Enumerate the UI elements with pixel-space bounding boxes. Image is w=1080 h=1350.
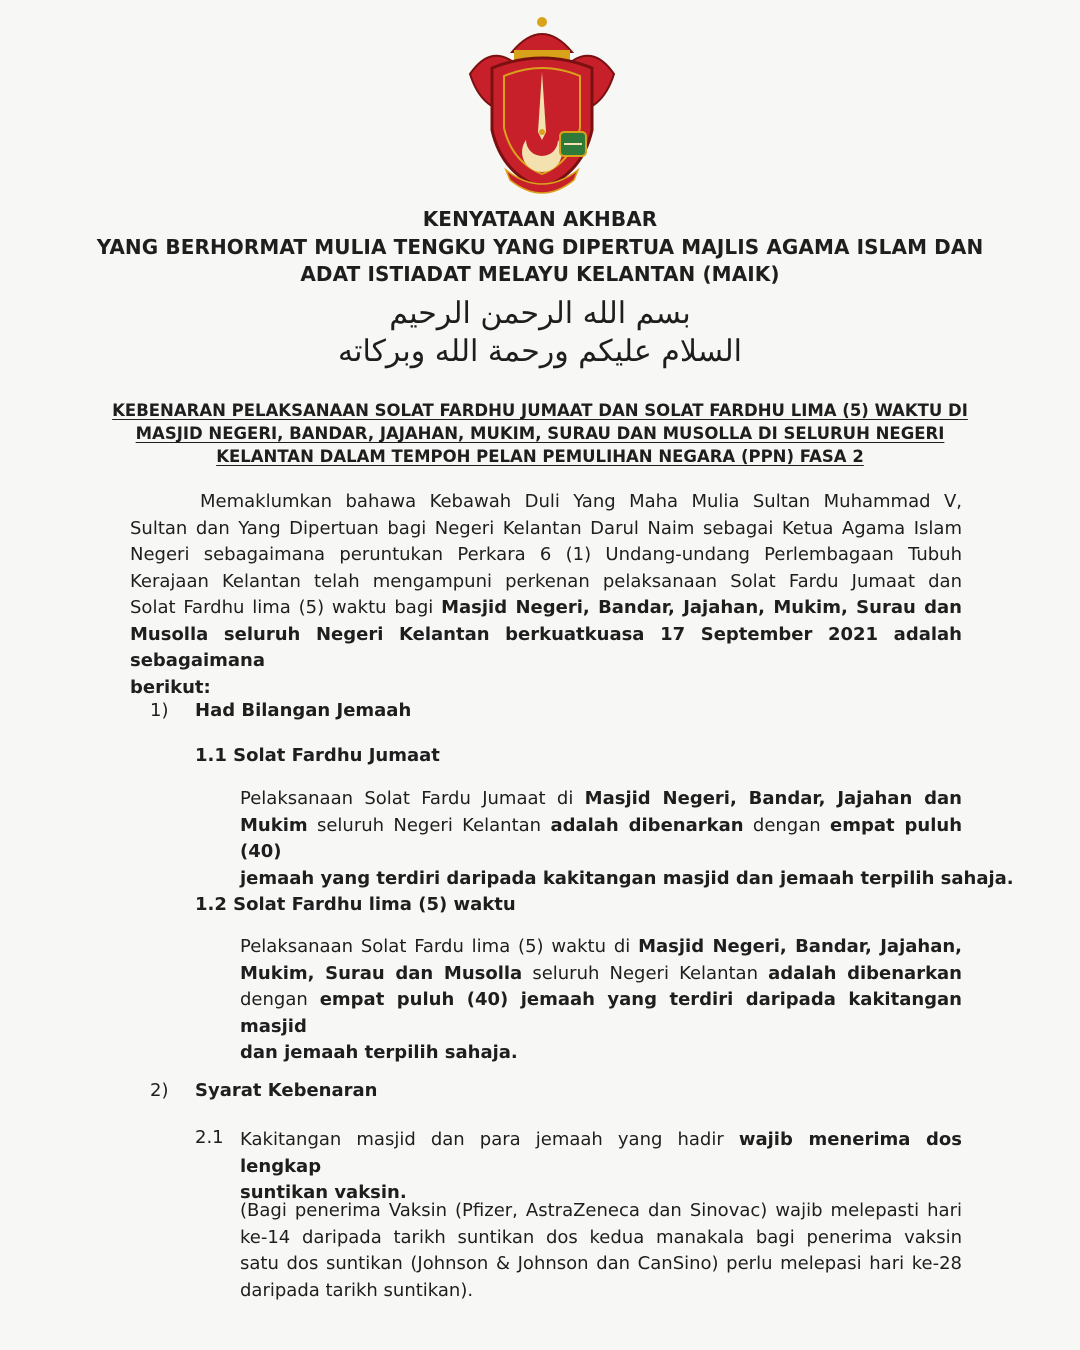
- s11-empat-puluh: empat puluh (40): [240, 814, 963, 862]
- intro-line-6: Musolla seluruh Negeri Kelantan berkuatkuasa 17 September 2021 adalah sebagaimana: [130, 623, 962, 671]
- salam-text: السلام عليكم ورحمة الله وبركاته: [338, 334, 742, 369]
- section-1-title: Had Bilangan Jemaah: [195, 700, 412, 721]
- section-1-2-title: 1.2 Solat Fardhu lima (5) waktu: [195, 894, 516, 915]
- s12-line-2-text: seluruh Negeri Kelantan: [522, 962, 769, 984]
- s12-line-3-bold: empat puluh (40) jemaah yang terdiri daripada kakitangan masjid: [240, 989, 962, 1037]
- section-2-1-number: 2.1: [195, 1127, 224, 1148]
- s11-line-2-text: seluruh Negeri Kelantan: [307, 814, 551, 836]
- section-2-number: 2): [150, 1080, 169, 1101]
- s11-line-3: jemaah yang terdiri daripada kakitangan masjid dan jemaah terpilih sahaja.: [240, 867, 1014, 889]
- s11-line-1: [240, 786, 962, 813]
- note-line-1: (Bagi penerima Vaksin (Pfizer, AstraZeneca dan Sinovac) wajib melepasti hari: [240, 1200, 962, 1221]
- s12-line-1-bold: Masjid Negeri, Bandar, Jajahan,: [638, 936, 962, 957]
- basmalah-text: بسم الله الرحمن الرحيم: [389, 296, 691, 331]
- intro-line-5-text: Solat Fardhu lima (5) waktu bagi: [130, 597, 442, 618]
- intro-paragraph: [130, 489, 962, 701]
- s21-line-1: [240, 1127, 962, 1180]
- section-1-number: 1): [150, 700, 169, 721]
- s11-dengan: dengan: [743, 814, 831, 836]
- intro-line-2: Sultan dan Yang Dipertuan bagi Negeri Kelantan Darul Naim sebagai Ketua Agama Islam: [130, 517, 962, 539]
- note-line-4: daripada tarikh suntikan).: [240, 1279, 474, 1301]
- s11-dibenarkan: adalah dibenarkan: [550, 814, 744, 836]
- intro-line-5: [130, 595, 962, 622]
- s12-dibenarkan: adalah dibenarkan: [768, 962, 962, 984]
- header-line-2: YANG BERHORMAT MULIA TENGKU YANG DIPERTUA MAJLIS AGAMA ISLAM DAN: [96, 235, 984, 259]
- section-1-1-title: 1.1 Solat Fardhu Jumaat: [195, 745, 440, 766]
- section-1-2-paragraph: [240, 934, 962, 1067]
- intro-line-1: Memaklumkan bahawa Kebawah Duli Yang Maha Mulia Sultan Muhammad V,: [200, 491, 962, 512]
- section-1-1-paragraph: [240, 786, 1014, 892]
- intro-line-5-bold: Masjid Negeri, Bandar, Jajahan, Mukim, Surau dan: [441, 597, 962, 618]
- s11-line-2: [240, 813, 962, 866]
- subject-line-3: KELANTAN DALAM TEMPOH PELAN PEMULIHAN NEGARA (PPN) FASA 2: [216, 447, 864, 466]
- note-line-2: ke-14 daripada tarikh suntikan dos kedua manakala bagi penerima vaksin: [240, 1226, 962, 1248]
- section-2-1-note: [240, 1198, 962, 1304]
- s11-line-1-text: Pelaksanaan Solat Fardu Jumaat di: [240, 788, 585, 809]
- s12-dengan: dengan: [240, 989, 320, 1010]
- s12-line-2: [240, 961, 962, 988]
- header-line-3: ADAT ISTIADAT MELAYU KELANTAN (MAIK): [300, 262, 780, 286]
- s11-mukim: Mukim: [240, 814, 308, 836]
- s12-line-3: [240, 987, 962, 1040]
- s12-line-1: [240, 934, 962, 961]
- section-2-1-paragraph: [240, 1127, 962, 1207]
- s11-line-1-bold: Masjid Negeri, Bandar, Jajahan dan: [584, 788, 962, 809]
- subject-line-2: MASJID NEGERI, BANDAR, JAJAHAN, MUKIM, SURAU DAN MUSOLLA DI SELURUH NEGERI: [135, 424, 945, 443]
- section-2-title: Syarat Kebenaran: [195, 1080, 378, 1101]
- s12-line-4: dan jemaah terpilih sahaja.: [240, 1042, 518, 1063]
- subject-line-1: KEBENARAN PELAKSANAAN SOLAT FARDHU JUMAAT DAN SOLAT FARDHU LIMA (5) WAKTU DI: [112, 401, 968, 420]
- s21-line-2: suntikan vaksin.: [240, 1182, 407, 1203]
- note-line-3: satu dos suntikan (Johnson & Johnson dan CanSino) perlu melepasi hari ke-28: [240, 1253, 962, 1274]
- s21-line-1-text: Kakitangan masjid dan para jemaah yang hadir: [240, 1129, 739, 1150]
- s21-line-1-bold: wajib menerima dos lengkap: [240, 1129, 962, 1177]
- maik-crest-logo: [462, 12, 622, 196]
- press-statement-title: KENYATAAN AKHBAR: [422, 207, 658, 231]
- intro-line-3: Negeri sebagaimana peruntukan Perkara 6 (1) Undang-undang Perlembagaan Tubuh: [130, 544, 962, 565]
- s12-line-1-text: Pelaksanaan Solat Fardu lima (5) waktu di: [240, 936, 639, 957]
- intro-line-7: berikut:: [130, 676, 211, 698]
- s12-line-2-bold: Mukim, Surau dan Musolla: [240, 962, 523, 984]
- intro-line-4: Kerajaan Kelantan telah mengampuni perkenan pelaksanaan Solat Fardu Jumaat dan: [130, 570, 962, 592]
